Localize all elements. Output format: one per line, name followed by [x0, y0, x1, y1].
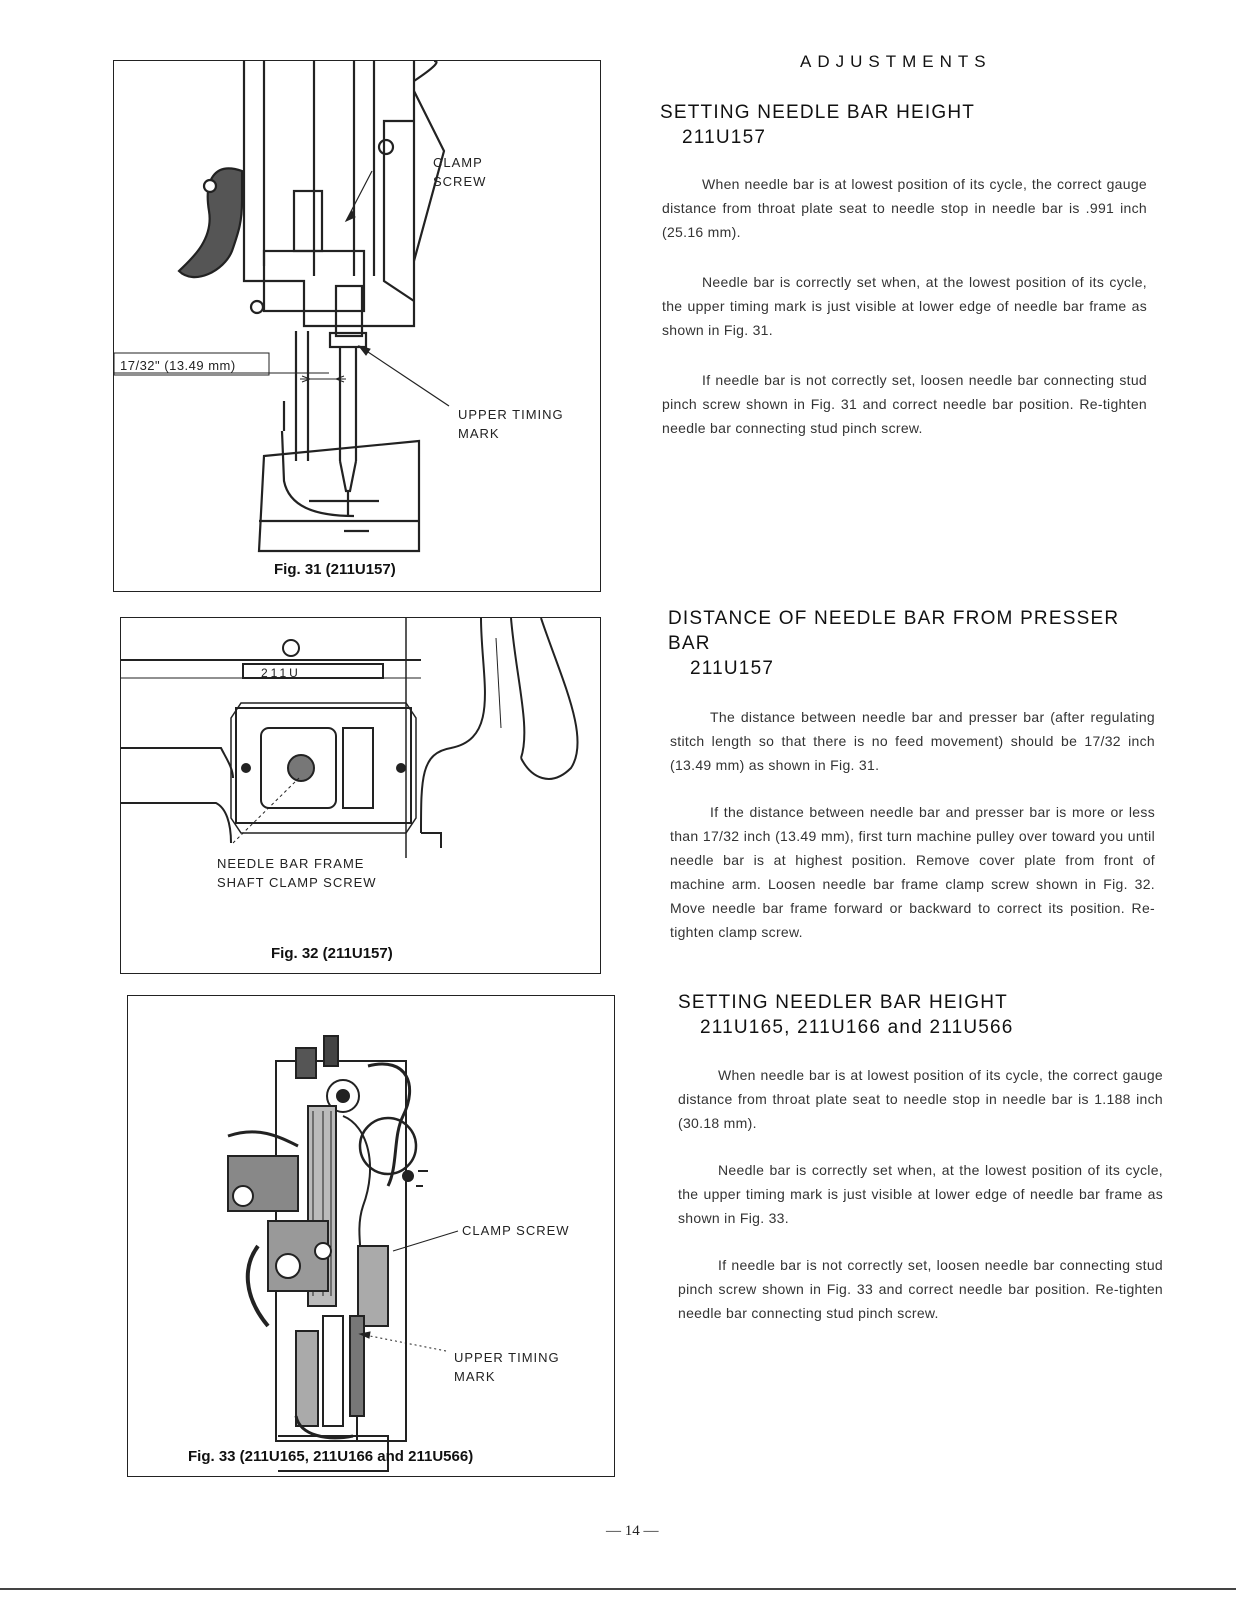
section-1-heading	[660, 100, 975, 150]
upper-timing-mark-label	[454, 1348, 560, 1386]
section-3-heading	[678, 990, 1014, 1040]
figure-33	[127, 995, 615, 1477]
frame-label-line-2: SHAFT CLAMP SCREW	[217, 875, 377, 890]
timing-label-line-1: UPPER TIMING	[458, 407, 564, 422]
clamp-screw-label: CLAMP SCREW	[462, 1223, 570, 1238]
needle-bar-frame-illustration	[121, 618, 600, 973]
frame-label-line-1: NEEDLE BAR FRAME	[217, 856, 365, 871]
bottom-rule	[0, 1588, 1236, 1590]
figure-32	[120, 617, 601, 974]
plate-label: 211U	[261, 666, 301, 680]
timing-label-line-2: MARK	[454, 1369, 496, 1384]
section-2-title: DISTANCE OF NEEDLE BAR FROM PRESSER BAR	[668, 608, 1120, 654]
section-1-paragraph-1: When needle bar is at lowest position of its cycle, the correct gauge distance from throat plate seat to needle stop in needle bar is .991 inch (25.16 mm).	[662, 176, 1147, 240]
section-3-paragraph-3: If needle bar is not correctly set, loosen needle bar connecting stud pinch screw shown in Fig. 33 and correct needle bar position. Re-tighten needle bar connecting stud pinch screw.	[678, 1257, 1163, 1321]
timing-label-line-1: UPPER TIMING	[454, 1350, 560, 1365]
dimension-label: 17/32" (13.49 mm)	[120, 358, 236, 373]
section-3-model: 211U165, 211U166 and 211U566	[700, 1017, 1014, 1038]
page-number: — 14 —	[606, 1523, 659, 1539]
section-1-model: 211U157	[682, 127, 767, 148]
section-1-paragraph-3: If needle bar is not correctly set, loosen needle bar connecting stud pinch screw shown in Fig. 31 and correct needle bar position. Re-tighten needle bar connecting stud pinch screw.	[662, 372, 1147, 436]
section-2-paragraph-2: If the distance between needle bar and presser bar is more or less than 17/32 inch (13.49 mm), first turn machine pulley over toward you until needle bar is at highest position. Remove cover plate from front of machine arm. Loosen needle bar frame clamp screw shown in Fig. 32. Move needle bar frame forward or backward to correct its position. Re-tighten clamp screw.	[670, 804, 1155, 940]
section-2-heading	[668, 606, 1158, 681]
section-2-model: 211U157	[690, 658, 775, 679]
figure-32-caption: Fig. 32 (211U157)	[271, 945, 393, 962]
section-2-paragraph-1: The distance between needle bar and presser bar (after regulating stitch length so that there is no feed movement) should be 17/32 inch (13.49 mm) as shown in Fig. 31.	[670, 709, 1155, 773]
figure-31	[113, 60, 601, 592]
section-1-paragraph-2: Needle bar is correctly set when, at the lowest position of its cycle, the upper timing mark is just visible at lower edge of needle bar frame as shown in Fig. 31.	[662, 274, 1147, 338]
needle-bar-frame-label	[217, 854, 377, 892]
section-3-title: SETTING NEEDLER BAR HEIGHT	[678, 992, 1008, 1013]
timing-label-line-2: MARK	[458, 426, 500, 441]
clamp-label-line-1: CLAMP	[433, 155, 483, 170]
figure-33-caption: Fig. 33 (211U165, 211U166 and 211U566)	[188, 1448, 474, 1465]
clamp-label-line-2: SCREW	[433, 174, 487, 189]
clamp-screw-label	[433, 153, 486, 191]
page-title: ADJUSTMENTS	[800, 52, 992, 71]
needle-bar-illustration	[114, 61, 600, 591]
section-1-title: SETTING NEEDLE BAR HEIGHT	[660, 102, 976, 123]
section-3-paragraph-1: When needle bar is at lowest position of its cycle, the correct gauge distance from throat plate seat to needle stop in needle bar is 1.188 inch (30.18 mm).	[678, 1067, 1163, 1131]
figure-31-caption: Fig. 31 (211U157)	[274, 561, 396, 578]
upper-timing-mark-label	[458, 405, 564, 443]
section-3-paragraph-2: Needle bar is correctly set when, at the lowest position of its cycle, the upper timing mark is just visible at lower edge of needle bar frame as shown in Fig. 33.	[678, 1162, 1163, 1226]
